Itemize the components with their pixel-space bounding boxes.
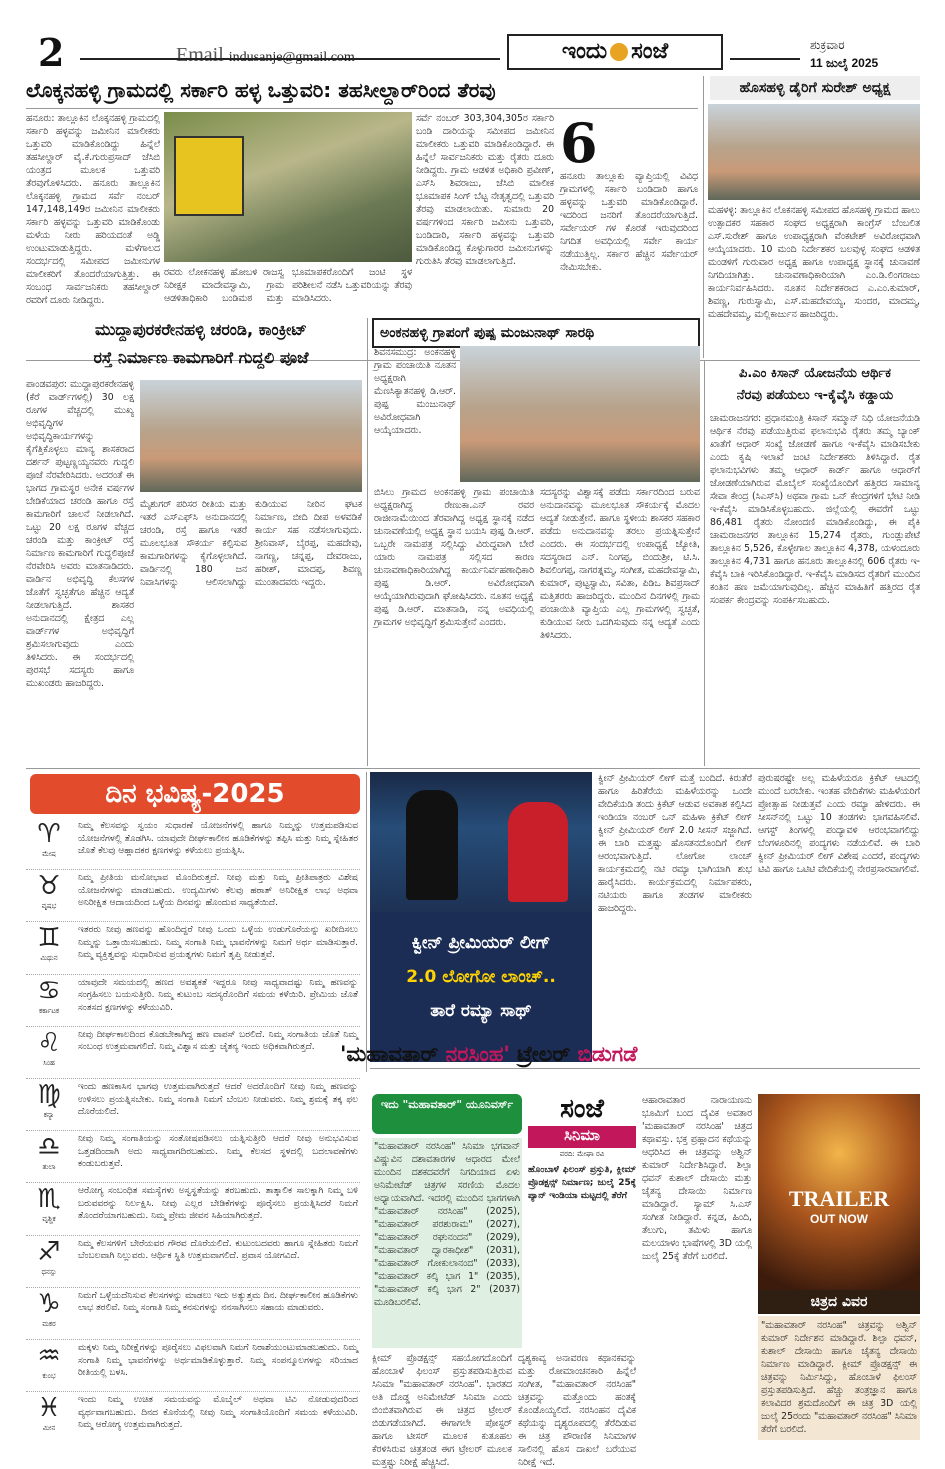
story3-col2: ಮೈಶುಗರ್ ಪರಿಸರ ರೀತಿಯ ಮತ್ತು ಇತರೆ ಎಸ್‌ಎಫ್‌ಸಿ ಅನುದಾನದಲ್ಲಿ ಚರಂಡಿ, ರಸ್ತೆ ಹಾಗೂ ಇತರೆ ಮೂಲಭೂತ ಸೌಕರ್ಯ ಕಲ್ಪಿಸುವ ಕಾಮಗಾರಿಗಳನ್ನು ಕೈಗೊಳ್ಳಲಾಗಿದೆ. ವಾರ್ಡಿನಲ್ಲಿ 180 ಜನ ನಿವಾಸಿಗಳನ್ನು ಆಲಿಸಲಾಗಿದ್ದು ಕುಡಿಯುವ ನೀರಿನ ಘಟಕ ನಿರ್ಮಾಣ, ಬೀದಿ ದೀಪ ಅಳವಡಿಕೆ ಕಾರ್ಯ ಸಹ ನಡೆಸಲಾಗುವುದು. ಶ್ರೀನಿವಾಸ್, ಬೈರಪ್ಪ, ಮಹದೇವು, ನಾಗಣ್ಣ, ಚನ್ನಪ್ಪ, ದೇವರಾಜು, ಹರೀಶ್, ಮಾದಪ್ಪ, ಶಿವಣ್ಣ ಮುಂತಾದವರು ಇದ್ದರು. [140,499,362,588]
poster-title: TRAILER [788,1186,890,1211]
horoscope-row [26,1340,360,1394]
row-divider [26,921,360,922]
zodiac-text: ನೀವು ದೀರ್ಘಕಾಲದಿಂದ ಕೊಡಬೇಕಾಗಿದ್ದ ಹಣ ವಾಪಸ್ ಬರಲಿದೆ. ನಿಮ್ಮ ಸಂಗಾತಿಯ ಜೊತೆ ನಿಮ್ಮ ಸಂಬಂಧ ಉತ್ತಮವಾಗಲಿದೆ. ನಿಮ್ಮ ವಿಶ್ವಾಸ ಮತ್ತು ಚೈತನ್ಯ ಇಂದು ಅಧಿಕವಾಗಿರುತ್ತದೆ. [78,1029,358,1053]
horoscope-row [26,1027,360,1081]
person-shape [508,802,568,902]
film-col2: ಪುರುಷರಷ್ಟೇ ಅಲ್ಲ ಮಹಿಳೆಯರೂ ಕ್ರಿಕೆಟ್ ಆಟದಲ್ಲಿ ಮುಂದೆ ಬರಬೇಕು. ಇಂತಹ ವೇದಿಕೆಗಳು ಮಹಿಳೆಯರಿಗೆ ಪ್ರೋತ್ಸಾಹ ನೀಡುತ್ತವೆ ಎಂದು ರಮ್ಯಾ ಹೇಳಿದರು. ಈ ಸೀಸನ್‌ನಲ್ಲಿ ಒಟ್ಟು 10 ತಂಡಗಳು ಭಾಗವಹಿಸಲಿವೆ. ಆಗಸ್ಟ್ ತಿಂಗಳಲ್ಲಿ ಪಂದ್ಯಾವಳಿ ಆರಂಭವಾಗಲಿದ್ದು ಬೆಂಗಳೂರಿನಲ್ಲಿ ಪಂದ್ಯಗಳು ನಡೆಯಲಿವೆ. ಈ ಬಾರಿ ಕ್ವೀನ್ ಪ್ರೀಮಿಯರ್ ಲೀಗ್ ವಿಶೇಷ ಎಂದರೆ, ಪಂದ್ಯಗಳು ಟಿವಿ ಹಾಗೂ ಒಟಿಟಿ ವೇದಿಕೆಯಲ್ಲಿ ನೇರಪ್ರಸಾರವಾಗಲಿವೆ. [758,773,920,875]
row-divider [26,1130,360,1131]
zodiac-glyph: ♍ [37,1080,61,1110]
email-label: Email [176,44,224,66]
story4-col1: ಬಿಸಿಲು ಗ್ರಾಮದ ಅಂಕನಹಳ್ಳಿ ಗ್ರಾಮ ಪಂಚಾಯಿತಿ ಅಧ್ಯಕ್ಷರಾಗಿದ್ದ ರೇಣುಕಾ.ಎನ್ ರವರ ರಾಜೀನಾಮೆಯಿಂದ ತೆರವಾಗಿದ್ದ ಅಧ್ಯಕ್ಷ ಸ್ಥಾನಕ್ಕೆ ನಡೆದ ಚುನಾವಣೆಯಲ್ಲಿ ಅಧ್ಯಕ್ಷ ಸ್ಥಾನ ಬಯಸಿ ಪುಷ್ಪ ಡಿ.ಆರ್. ಒಬ್ಬರೇ ನಾಮಪತ್ರ ಸಲ್ಲಿಸಿದ್ದು ವಿರುದ್ಧವಾಗಿ ಬೇರೆ ಯಾರು ನಾಮಪತ್ರ ಸಲ್ಲಿಸದ ಕಾರಣ ಚುನಾವಣಾಧಿಕಾರಿಯಾಗಿದ್ದ ಕಾರ್ಯನಿರ್ವಹಣಾಧಿಕಾರಿ ಪುಷ್ಪ ಡಿ.ಆರ್. ಅವಿರೋಧವಾಗಿ ಆಯ್ಕೆಯಾಗಿರುವುದಾಗಿ ಘೋಷಿಸಿದರು. ನೂತನ ಅಧ್ಯಕ್ಷೆ ಪುಷ್ಪ ಡಿ.ಆರ್. ಮಾತನಾಡಿ, ನನ್ನ ಅವಧಿಯಲ್ಲಿ ಗ್ರಾಮಗಳ ಅಭಿವೃದ್ಧಿಗೆ ಶ್ರಮಿಸುತ್ತೇನೆ ಎಂದರು. [374,487,534,628]
zodiac-text: ಆರೋಗ್ಯ ಸಂಬಂಧಿತ ಸಮಸ್ಯೆಗಳು ಅಸ್ವಸ್ಥತೆಯನ್ನು ತರಬಹುದು. ತಾತ್ಕಾಲಿಕ ಸಾಲಕ್ಕಾಗಿ ನಿಮ್ಮ ಬಳಿ ಬರುವವರನ್ನು ನಿರ್ಲಕ್ಷಿಸಿ. ನೀವು ಎಲ್ಲರ ಬೇಡಿಕೆಗಳನ್ನು ಪೂರೈಸಲು ಪ್ರಯತ್ನಿಸಿದರೆ ನಿಮಗೆ ತೊಂದರೆಯಾಗಬಹುದು. ನಿಮ್ಮ ಪ್ರೇಮ ಜೀವನ ಸಿಹಿಯಾಗಿರುತ್ತದೆ. [78,1186,358,1222]
zodiac-text: ನಿಮ್ಮ ಕೆಲಸಗಳಿಗೆ ಬೇರೆಯವರ ಗೌರವ ದೊರೆಯಲಿದೆ. ಕುಟುಂಬದವರು ಹಾಗೂ ಸ್ನೇಹಿತರು ನಿಮಗೆ ಬೆಂಬಲವಾಗಿ ನಿಲ್ಲುವರು. ಆರ್ಥಿಕ ಸ್ಥಿತಿ ಉತ್ತಮವಾಗಲಿದೆ. ಪ್ರವಾಸ ಯೋಗವಿದೆ. [78,1238,358,1262]
divider [26,768,920,769]
poster-sub: OUT NOW [810,1212,868,1226]
zodiac-name: ಧನಸ್ಸು [41,1267,57,1276]
person-shape [406,790,458,900]
divider [703,76,704,358]
story3-headline-1: ಮುದ್ದಾಪುರಕರೇನಹಳ್ಳಿ ಚರಂಡಿ, ಕಾಂಕ್ರೀಟ್ [94,320,307,339]
story5-headline-2: ನೆರವು ಪಡೆಯಲು ಇ-ಕೈವೈಸಿ ಕಡ್ಡಾಯ [736,388,894,403]
zodiac-icon [26,1027,72,1079]
zodiac-icon [26,922,72,974]
horoscope-title: ದಿನ ಭವಿಷ್ಯ-2025 [30,774,360,814]
row-divider [26,1287,360,1288]
zodiac-glyph: ♈ [37,819,61,849]
zodiac-glyph: ♊ [37,923,61,954]
zodiac-icon [26,818,72,870]
divider [26,108,698,109]
page-number: 2 [38,30,65,75]
story1-col4: ಹನೂರು ತಾಲ್ಲೂಕು ವ್ಯಾಪ್ತಿಯಲ್ಲಿ ವಿವಿಧ ಗ್ರಾಮಗಳಲ್ಲಿ ಸರ್ಕಾರಿ ಬಂಡಿದಾರಿ ಹಾಗೂ ಹಳ್ಳವನ್ನು ಒತ್ತುವರಿ ಮಾಡಿಕೊಂಡಿದ್ದಾರೆ. ಇದರಿಂದ ಜನರಿಗೆ ತೊಂದರೆಯಾಗುತ್ತಿದೆ. ಸರ್ವೇಯರ್ ಗಳ ಕೊರತೆ ಇರುವುದರಿಂದ ನಿಗದಿತ ಅವಧಿಯಲ್ಲಿ ಸರ್ವೇ ಕಾರ್ಯ ನಡೆಯುತ್ತಿಲ್ಲ. ಸರ್ಕಾರ ಹೆಚ್ಚಿನ ಸರ್ವೇಯರ್ ನೇಮಿಸಬೇಕು. [560,171,698,273]
row-divider [26,1182,360,1183]
column-credit: ವರದಿ: ಮೇಘಾ ರವಿ [559,1150,605,1158]
story6-col3: ಆಹಾರಾವತಾರ ನಾರಾಯಣನು ಭೂಮಿಗೆ ಬಂದ ದೈವಿಕ ಅವತಾರ 'ಮಹಾವತಾರ್ ನರಸಿಂಹ' ಚಿತ್ರದ ಕಥಾವಸ್ತು. ಭಕ್ತ ಪ್ರಹ್ಲಾದನ ಕಥೆಯನ್ನು ಆಧರಿಸಿದ ಈ ಚಿತ್ರವನ್ನು ಅಶ್ವಿನ್ ಕುಮಾರ್ ನಿರ್ದೇಶಿಸಿದ್ದಾರೆ. ಶಿಲ್ಪಾ ಧವನ್ ಕುಶಾಲ್ ದೇಸಾಯಿ ಮತ್ತು ಚೈತನ್ಯ ದೇಸಾಯಿ ನಿರ್ಮಾಣ ಮಾಡಿದ್ದಾರೆ. ಸ್ಯಾಮ್ ಸಿ.ಎಸ್ ಸಂಗೀತ ನೀಡಿದ್ದಾರೆ. ಕನ್ನಡ, ಹಿಂದಿ, ತೆಲುಗು, ತಮಿಳು ಹಾಗೂ ಮಲಯಾಳಂ ಭಾಷೆಗಳಲ್ಲಿ 3D ಯಲ್ಲಿ ಜುಲೈ 25ಕ್ಕೆ ತೆರೆಗೆ ಬರಲಿದೆ. [642,1095,752,1262]
masthead-right: ಸಂಜೆ [631,39,669,64]
green-box-text: "ಮಹಾವತಾರ್ ನರಸಿಂಹ" ಸಿನಿಮಾ ಭಗವಾನ್ ವಿಷ್ಣುವಿನ ದಶಾವತಾರಗಳ ಆಧಾರದ ಮೇಲೆ ಮುಂದಿನ ದಶಕದವರೆಗೆ ನಿಗದಿಯಾದ ಏಳು ಅನಿಮೇಟೆಡ್ ಚಿತ್ರಗಳ ಸರಣಿಯ ಮೊದಲ ಅಧ್ಯಾಯವಾಗಿದೆ. ಇದರಲ್ಲಿ ಮುಂದಿನ ಭಾಗಗಳಾಗಿ "ಮಹಾವತಾರ್ ನರಸಿಂಹ" (2025), "ಮಹಾವತಾರ್ ಪರಶುರಾಮ" (2027), "ಮಹಾವತಾರ್ ರಘುನಂದನ" (2029), "ಮಹಾವತಾರ್ ದ್ವಾರಕಾಧೀಶ" (2031), "ಮಹಾವತಾರ್ ಗೋಕುಲಾನಂದ" (2033), "ಮಹಾವತಾರ್ ಕಲ್ಕಿ ಭಾಗ 1" (2035), "ಮಹಾವತಾರ್ ಕಲ್ಕಿ ಭಾಗ 2" (2037) ಮೂಡಿಬರಲಿವೆ. [372,1138,522,1348]
weekday: ಶುಕ್ರವಾರ [810,38,845,52]
header-rule-right [730,58,800,60]
zodiac-name: ಮಿಥುನ [40,954,58,963]
sun-icon [610,43,628,61]
horoscope-row [26,1183,360,1237]
email-line [176,44,355,67]
story1-quote-top [600,112,698,162]
zodiac-icon [26,870,72,922]
story6-headline-4: ಬಿಡುಗಡೆ [577,1042,638,1066]
story6-headline-1: 'ಮಹಾವತಾರ್ [340,1042,439,1066]
horoscope-row [26,818,360,872]
zodiac-icon [26,1183,72,1235]
film-banner [370,912,592,1062]
zodiac-icon [26,1131,72,1183]
story1-col2: ರವರು ಲೋಕನಹಳ್ಳಿ ಹೋಬಳಿ ರಾಜಸ್ವ ನಿರೀಕ್ಷಕ ಮಾದೇವಸ್ವಾಮಿ, ಗ್ರಾಮ ಆಡಳಿತಾಧಿಕಾರಿ ಬಂಡಿಮಠ ಮತ್ತು ಭೂಮಾಪಕರೊಂದಿಗೆ ಜಂಟಿ ಸ್ಥಳ ಪರಿಶೀಲನೆ ನಡೆಸಿ ಒತ್ತುವರಿಯನ್ನು ತೆರವು ಮಾಡಿಸಿದರು. [164,267,412,304]
header-rule [80,58,500,60]
zodiac-text: ಇತರರು ನೀವು ಹಣವನ್ನು ಹೊಂದಿದ್ದರೆ ನೀವು ಒಂದು ಒಳ್ಳೆಯ ಉಡುಗೊರೆಯನ್ನು ಖರೀದಿಸಲು ನಿಮ್ಮನ್ನು ಒತ್ತಾಯಿಸಬಹುದು. ನಿಮ್ಮ ಸಂಗಾತಿ ನಿಮ್ಮ ಭಾವನೆಗಳನ್ನು ನಿಮಗೆ ಅರ್ಥ ಮಾಡಿಸುತ್ತಾರೆ. ನಿಮ್ಮ ವ್ಯಕ್ತಿತ್ವವನ್ನು ಸುಧಾರಿಸುವ ಪ್ರಯತ್ನಗಳು ನಿಮಗೆ ತೃಪ್ತಿ ನೀಡುತ್ತವೆ. [78,925,358,961]
zodiac-name: ತುಲಾ [42,1163,56,1172]
film-col1: ಕ್ವೀನ್ ಪ್ರೀಮಿಯರ್ ಲೀಗ್ ಮತ್ತೆ ಬಂದಿದೆ. ಕಿರುತೆರೆ ಹಾಗೂ ಹಿರಿತೆರೆಯ ಮಹಿಳೆಯರನ್ನು ಒಂದೇ ವೇದಿಕೆಯಡಿ ತಂದು ಕ್ರಿಕೆಟ್ ಆಡುವ ಅವಕಾಶ ಕಲ್ಪಿಸಿದ ಇಂಡಿಯಾ ನಂಬರ್ ಒನ್ ಮಹಿಳಾ ಕ್ರಿಕೆಟ್ ಲೀಗ್ ಕ್ವೀನ್ ಪ್ರೀಮಿಯರ್ ಲೀಗ್ 2.0 ಸೀಸನ್ ಸಜ್ಜಾಗಿದೆ. ಈ ಬಾರಿ ಮತ್ತಷ್ಟು ಹೊಸತನದೊಂದಿಗೆ ಲೀಗ್ ಆರಂಭವಾಗುತ್ತಿದೆ. ಲೋಗೋ ಲಾಂಚ್ ಕಾರ್ಯಕ್ರಮದಲ್ಲಿ ನಟಿ ರಮ್ಯಾ ಭಾಗಿಯಾಗಿ ಶುಭ ಹಾರೈಸಿದರು. ಕಾರ್ಯಕ್ರಮದಲ್ಲಿ ನಿರ್ಮಾಪಕರು, ನಟಿಯರು ಹಾಗೂ ತಂಡಗಳ ಮಾಲೀಕರು ಹಾಜರಿದ್ದರು. [598,773,752,914]
zodiac-glyph: ♓ [37,1393,61,1424]
story2-headline: ಹೊಸಹಳ್ಳಿ ಡೈರಿಗೆ ಸುರೇಶ್ ಅಧ್ಯಕ್ಷ [710,76,920,100]
story6-headline-2: ನರಸಿಂಹ' [445,1042,510,1066]
horoscope-row [26,1392,360,1446]
zodiac-text: ನಿಮಗೆ ಒಳ್ಳೆಯದೆನಿಸುವ ಕೆಲಸಗಳನ್ನು ಮಾಡಲು ಇದು ಅತ್ಯುತ್ತಮ ದಿನ. ದೀರ್ಘಕಾಲೀನ ಹೂಡಿಕೆಗಳು ಲಾಭ ತರಲಿವೆ. ನಿಮ್ಮ ಸಂಗಾತಿ ನಿಮ್ಮ ಕನಸುಗಳನ್ನು ನನಸಾಗಿಸಲು ಸಹಾಯ ಮಾಡುವರು. [78,1290,358,1314]
zodiac-text: ನೀವು ನಿಮ್ಮ ಸಂಗಾತಿಯನ್ನು ಸಂತೋಷಪಡಿಸಲು ಯತ್ನಿಸುತ್ತೀರಿ ಆದರೆ ನೀವು ಅನುಭವಿಸುವ ಒತ್ತಡದಿಂದಾಗಿ ಅದು ಸಾಧ್ಯವಾಗದಿರಬಹುದು. ನಿಮ್ಮ ಕೆಲಸದ ಸ್ಥಳದಲ್ಲಿ ಬದಲಾವಣೆಗಳು ಕಂಡುಬರುತ್ತವೆ. [78,1134,358,1170]
story3-photo [140,380,362,492]
horoscope-row [26,1079,360,1133]
story1-col3: ಸರ್ವೆ ನಂಬರ್ 303,304,305ರ ಸರ್ಕಾರಿ ಬಂಡಿ ದಾರಿಯನ್ನು ಸಮೀಪದ ಜಮೀನಿನ ಮಾಲೀಕರು ಒತ್ತುವರಿ ಮಾಡಿಕೊಂಡಿದ್ದಾರೆ. ಈ ಹಿನ್ನೆಲೆ ಸಾರ್ವಜನಿಕರು ಮತ್ತು ರೈತರು ದೂರು ನೀಡಿದ್ದರು. ಗ್ರಾಮ ಆಡಳಿತ ಅಧಿಕಾರಿ ಪ್ರವೀಣ್, ಎಸ್‌ಸಿ ಶಿವರಾಜು, ಜೆಸಿಬಿ ಮಾಲೀಕ ಭೂಮಾಪಕ ಸಿಂಗ್ ಬೆಟ್ಟ ನೇತೃತ್ವದಲ್ಲಿ ಒತ್ತುವರಿ ತೆರವು ಮಾಡಲಾಯಿತು. ಸುಮಾರು 20 ವರ್ಷಗಳಿಂದ ಸರ್ಕಾರಿ ಜಮೀನು ಒತ್ತುವರಿ, ಬಂಡಿದಾರಿ, ಸರ್ಕಾರಿ ಹಳ್ಳವನ್ನು ಒತ್ತುವರಿ ಮಾಡಿಕೊಂಡಿದ್ದ ಕೊಳ್ಳುಗಾರರ ಜಮೀನುಗಳನ್ನು ಗುರುತಿಸಿ ತೆರವು ಮಾಡಲಾಗುತ್ತಿದೆ. [416,113,554,267]
zodiac-glyph: ♉ [37,871,61,902]
zodiac-icon [26,975,72,1027]
story5-text: ಚಾಮರಾಜನಗರ: ಪ್ರಧಾನಮಂತ್ರಿ ಕಿಸಾನ್ ಸಮ್ಮಾನ್ ನಿಧಿ ಯೋಜನೆಯಡಿ ಆರ್ಥಿಕ ನೆರವು ಪಡೆಯುತ್ತಿರುವ ಫಲಾನುಭವಿ ರೈತರು ತಮ್ಮ ಬ್ಯಾಂಕ್ ಖಾತೆಗೆ ಆಧಾರ್ ಸಂಖ್ಯೆ ಜೋಡಣೆ ಹಾಗೂ ಇ-ಕೆವೈಸಿ ಮಾಡಿಸಬೇಕು ಎಂದು ಕೃಷಿ ಇಲಾಖೆ ಜಂಟಿ ನಿರ್ದೇಶಕರು ತಿಳಿಸಿದ್ದಾರೆ. ರೈತ ಫಲಾನುಭವಿಗಳು ತಮ್ಮ ಆಧಾರ್ ಕಾರ್ಡ್ ಹಾಗೂ ಆಧಾರ್‌ಗೆ ಜೋಡಣೆಯಾಗಿರುವ ಮೊಬೈಲ್ ಸಂಖ್ಯೆಯೊಂದಿಗೆ ಹತ್ತಿರದ ಸಾಮಾನ್ಯ ಸೇವಾ ಕೇಂದ್ರ (ಸಿಎಸ್‌ಸಿ) ಅಥವಾ ಗ್ರಾಮ ಒನ್ ಕೇಂದ್ರಗಳಿಗೆ ಭೇಟಿ ನೀಡಿ ಇ-ಕೆವೈಸಿ ಮಾಡಿಸಿಕೊಳ್ಳಬಹುದು. ಜಿಲ್ಲೆಯಲ್ಲಿ ಈವರೆಗೆ ಒಟ್ಟು 86,481 ರೈತರು ನೋಂದಣಿ ಮಾಡಿಕೊಂಡಿದ್ದು, ಈ ಪೈಕಿ ಚಾಮರಾಜನಗರ ತಾಲ್ಲೂಕಿನ 15,274 ರೈತರು, ಗುಂಡ್ಲುಪೇಟೆ ತಾಲ್ಲೂಕಿನ 5,526, ಕೊಳ್ಳೇಗಾಲ ತಾಲ್ಲೂಕಿನ 4,378, ಯಳಂದೂರು ತಾಲ್ಲೂಕಿನ 4,731 ಹಾಗೂ ಹನೂರು ತಾಲ್ಲೂಕಿನಲ್ಲಿ 606 ರೈತರು ಇ-ಕೆವೈಸಿ ಬಾಕಿ ಇರಿಸಿಕೊಂಡಿದ್ದಾರೆ. ಇ-ಕೆವೈಸಿ ಮಾಡಿಸದ ರೈತರಿಗೆ ಮುಂದಿನ ಕಂತಿನ ಹಣ ಜಮೆಯಾಗುವುದಿಲ್ಲ. ಹೆಚ್ಚಿನ ಮಾಹಿತಿಗೆ ಹತ್ತಿರದ ರೈತ ಸಂಪರ್ಕ ಕೇಂದ್ರವನ್ನು ಸಂಪರ್ಕಿಸಬಹುದು. [710,413,920,606]
poster-caption: ಚಿತ್ರದ ವಿವರ [758,1290,920,1314]
horoscope-row [26,922,360,976]
row-divider [26,974,360,975]
banner-line-1: ಕ್ವೀನ್ ಪ್ರೀಮಿಯರ್ ಲೀಗ್ [411,933,551,953]
story1-photo [164,112,412,262]
story4-headline: ಅಂಕನಹಳ್ಳಿ ಗ್ರಾಪಂಗೆ ಪುಷ್ಪ ಮಂಜುನಾಥ್ ಸಾರಥಿ [372,318,700,348]
film-photo [370,772,592,912]
story6-col2: ದೃಶ್ಯಕಾವ್ಯ ಅನಾವರಣ ಕಥಾನಕವನ್ನು ಮತ್ತು ರೋಮಾಂಚನಕಾರಿ ಹಿನ್ನೆಲೆ ಸಂಗೀತ, "ಮಹಾವತಾರ್ ನರಸಿಂಹ" ಚಿತ್ರವನ್ನು ಮತ್ತೊಂದು ಹಂತಕ್ಕೆ ಕೊಂಡೊಯ್ಯಲಿದೆ. ನರಸಿಂಹನ ದೈವಿಕ ಕಥೆಯನ್ನು ದೃಶ್ಯರೂಪದಲ್ಲಿ ತೆರೆದಿಡುವ ಈ ಚಿತ್ರ ಪೌರಾಣಿಕ ಸಿನಿಮಾಗಳ ಸಾಲಿನಲ್ಲಿ ಹೊಸ ದಾಖಲೆ ಬರೆಯುವ ನಿರೀಕ್ಷೆ ಇದೆ. [518,1353,636,1468]
horoscope-row [26,1288,360,1342]
horoscope-row [26,1236,360,1290]
zodiac-glyph: ♐ [37,1236,61,1267]
masthead [507,34,723,70]
zodiac-glyph: ♎ [37,1132,61,1163]
zodiac-icon [26,1236,72,1288]
zodiac-name: ಕರ್ಕಾಟಕ [38,1006,60,1015]
zodiac-icon [26,1079,72,1131]
masthead-left: ಇಂದು [561,39,608,64]
zodiac-text: ಇಂದು ಹಣಕಾಸಿನ ಭಾಗವು ಉತ್ತಮವಾಗಿರುತ್ತದೆ ಆದರೆ ಅದರೊಂದಿಗೆ ನೀವು ನಿಮ್ಮ ಹಣವನ್ನು ಉಳಿಸಲು ಪ್ರಯತ್ನಿಸಬೇಕು. ನಿಮ್ಮ ಸಂಗಾತಿ ನಿಮಗೆ ಬೆಂಬಲ ನೀಡುವರು. ನಿಮ್ಮ ಶ್ರಮಕ್ಕೆ ತಕ್ಕ ಫಲ ದೊರೆಯಲಿದೆ. [78,1082,358,1117]
story4-photo [460,346,700,482]
cinema-label: ಸಿನಿಮಾ [528,1126,636,1148]
story1-headline: ಲೊಕ್ಕನಹಳ್ಳಿ ಗ್ರಾಮದಲ್ಲಿ ಸರ್ಕಾರಿ ಹಳ್ಳ ಒತ್ತುವರಿ: ತಹಸೀಲ್ದಾರ್‌ರಿಂದ ತೆರವು [26,78,496,102]
zodiac-text: ಯಾವುದೇ ಸಮಯದಲ್ಲಿ ಹಣದ ಅವಶ್ಯಕತೆ ಇದ್ದರೂ ನೀವು ಸಾಧ್ಯವಾದಷ್ಟು ನಿಮ್ಮ ಹಣವನ್ನು ಸಂಗ್ರಹಿಸಲು ಬಯಸುತ್ತೀರಿ. ನಿಮ್ಮ ಕುಟುಂಬ ಸದಸ್ಯರೊಂದಿಗೆ ಸಮಯ ಕಳೆಯಿರಿ. ಪ್ರೇಮಿಯ ಜೊತೆ ಸಂತಸದ ಕ್ಷಣಗಳನ್ನು ಕಳೆಯುವಿರಿ. [78,977,358,1013]
row-divider [26,1235,360,1236]
zodiac-glyph: ♋ [37,975,61,1006]
horoscope-row [26,975,360,1029]
story2-text: ಮಹಳಳ್ಳಿ: ತಾಲ್ಲೂಕಿನ ಲೊಕನಹಳ್ಳಿ ಸಮೀಪದ ಹೊಸಹಳ್ಳಿ ಗ್ರಾಮದ ಹಾಲು ಉತ್ಪಾದಕರ ಸಹಕಾರ ಸಂಘದ ಅಧ್ಯಕ್ಷರಾಗಿ ಕಾಂಗ್ರೆಸ್ ಬೆಂಬಲಿತ ಎಸ್.ಸುರೇಶ್ ಹಾಗೂ ಉಪಾಧ್ಯಕ್ಷರಾಗಿ ವೆಂಕಟೇಶ್ ಅವಿರೋಧವಾಗಿ ಆಯ್ಕೆಯಾದರು. 10 ಮಂದಿ ನಿರ್ದೇಶಕರ ಬಲವುಳ್ಳ ಸಂಘದ ಆಡಳಿತ ಮಂಡಳಿಗೆ ಗುರುವಾರ ಅಧ್ಯಕ್ಷ ಹಾಗೂ ಉಪಾಧ್ಯಕ್ಷ ಸ್ಥಾನಕ್ಕೆ ಚುನಾವಣೆ ನಿಗದಿಯಾಗಿತ್ತು. ಚುನಾವಣಾಧಿಕಾರಿಯಾಗಿ ಎಂ.ಡಿ.ಲಿಂಗರಾಜು ಕಾರ್ಯನಿರ್ವಹಿಸಿದರು. ನೂತನ ನಿರ್ದೇಶಕರಾದ ಎ.ಎಂ.ಕುಮಾರ್, ಶಿವಣ್ಣ, ಗುರುಸ್ವಾಮಿ, ಎಸ್.ಮಹದೇವಯ್ಯ, ಸುಂದರ, ಮಾದಮ್ಮ, ಮಹದೇವಮ್ಮ, ಮಲ್ಲಿಕಾರ್ಜುನ ಹಾಜರಿದ್ದರು. [708,205,920,320]
divider [367,318,368,766]
zodiac-name: ಕನ್ಯಾ [43,1111,55,1119]
zodiac-glyph: ♏ [37,1184,61,1215]
excavator-shape [174,136,244,216]
divider [370,1068,920,1069]
banner-line-2: 2.0 ಲೋಗೋ ಲಾಂಚ್.. [406,967,556,987]
zodiac-text: ನಿಮ್ಮ ಕೆಲಸವನ್ನು ಸ್ವಯಂ ಸುಧಾರಣೆ ಯೋಜನೆಗಳಲ್ಲಿ ಹಾಗೂ ನಿಮ್ಮನ್ನು ಉತ್ತಮಪಡಿಸುವ ಯೋಜನೆಗಳಲ್ಲಿ ತೊಡಗಿಸಿ. ಯಾವುದೇ ದೀರ್ಘಕಾಲೀನ ಹೂಡಿಕೆಗಳನ್ನು ತಪ್ಪಿಸಿ ಮತ್ತು ನಿಮ್ಮ ಸ್ನೇಹಿತರ ಜೊತೆ ಕೆಲವು ಆಹ್ಲಾದಕರ ಕ್ಷಣಗಳನ್ನು ಕಳೆಯಲು ಪ್ರಯತ್ನಿಸಿ. [78,821,358,856]
issue-date [810,36,920,72]
row-divider [26,869,360,870]
zodiac-name: ಮೀನ [42,1424,56,1433]
story2-photo [708,104,920,200]
zodiac-glyph: ♒ [37,1341,61,1371]
banner-line-3: ತಾರೆ ರಮ್ಯಾ ಸಾಥ್ [430,1001,532,1021]
row-divider [26,1026,360,1027]
story3-col1: ಪಾಂಡವಪುರ: ಮುದ್ದಾಪುರಕರೇನಹಳ್ಳಿ (ಕೆರೆ ವಾರ್ಡ್‌ಗಳಲ್ಲಿ) 30 ಲಕ್ಷ ರೂಗಳ ವೆಚ್ಚದಲ್ಲಿ ಮುಖ್ಯ ಅಭಿವೃದ್ಧಿಗಳ ಅಭಿವೃದ್ಧಿಕಾರ್ಯಗಳನ್ನು ಕೈಗೆತ್ತಿಕೊಳ್ಳಲು ಮಾನ್ಯ ಶಾಸಕರಾದ ದರ್ಶನ್ ಪುಟ್ಟಣ್ಣಯ್ಯನವರು ಗುದ್ದಲಿ ಪೂಜೆ ನೆರವೇರಿಸಿದರು. ಅದರಂತೆ ಈ ಭಾಗದ ಗ್ರಾಮಸ್ಥರ ಅನೇಕ ವರ್ಷಗಳ ಬೇಡಿಕೆಯಾದ ಚರಂಡಿ ಹಾಗೂ ರಸ್ತೆ ಕಾಮಗಾರಿಗೆ ಚಾಲನೆ ನೀಡಲಾಗಿದೆ. ಒಟ್ಟು 20 ಲಕ್ಷ ರೂಗಳ ವೆಚ್ಚದ ಚರಂಡಿ ಮತ್ತು ಕಾಂಕ್ರೀಟ್ ರಸ್ತೆ ನಿರ್ಮಾಣ ಕಾಮಗಾರಿಗೆ ಗುದ್ದಲಿಪೂಜೆ ನೆರವೇರಿಸಿ ಅವರು ಮಾತನಾಡಿದರು. ವಾರ್ಡಿನ ಅಭಿವೃದ್ಧಿ ಕೆಲಸಗಳ ಜೊತೆಗೆ ಸ್ವಚ್ಛತೆಗೂ ಹೆಚ್ಚಿನ ಆದ್ಯತೆ ನೀಡಲಾಗುತ್ತಿದೆ. ಶಾಸಕರ ಅನುದಾನದಲ್ಲಿ ಕ್ಷೇತ್ರದ ಎಲ್ಲ ವಾರ್ಡ್‌ಗಳ ಅಭಿವೃದ್ಧಿಗೆ ಶ್ರಮಿಸಲಾಗುವುದು ಎಂದು ತಿಳಿಸಿದರು. ಈ ಸಂದರ್ಭದಲ್ಲಿ ಪುರಸಭೆ ಸದಸ್ಯರು ಹಾಗೂ ಮುಖಂಡರು ಹಾಜರಿದ್ದರು. [26,379,134,689]
zodiac-name: ಮಕರ [42,1319,56,1328]
email-address[interactable]: indusanje@gmail.com [228,50,355,65]
story3-headline-2: ರಸ್ತೆ ನಿರ್ಮಾಣ ಕಾಮಗಾರಿಗೆ ಗುದ್ದಲಿ ಪೂಜೆ [93,348,309,367]
divider [366,772,367,1072]
date: 11 ಜುಲೈ 2025 [810,56,879,70]
zodiac-icon [26,1288,72,1340]
zodiac-glyph: ♑ [37,1288,61,1319]
divider [704,360,705,766]
zodiac-name: ವೃಶ್ಚಿಕ [42,1215,56,1224]
row-divider [26,1339,360,1340]
zodiac-name: ಕುಂಭ [42,1372,56,1380]
story6-headline-3: ಟ್ರೇಲರ್ [517,1042,571,1066]
zodiac-name: ವೃಷಭ [41,902,57,911]
poster-text: "ಮಹಾವತಾರ್ ನರಸಿಂಹ" ಚಿತ್ರವನ್ನು ಅಶ್ವಿನ್ ಕುಮಾರ್ ನಿರ್ದೇಶನ ಮಾಡಿದ್ದಾರೆ. ಶಿಲ್ಪಾ ಧವನ್, ಕುಶಾಲ್ ದೇಸಾಯಿ ಹಾಗೂ ಚೈತನ್ಯ ದೇಸಾಯಿ ನಿರ್ಮಾಣ ಮಾಡಿದ್ದಾರೆ. ಕ್ಲೀಮ್ ಪ್ರೊಡಕ್ಷನ್ಸ್ ಈ ಚಿತ್ರವನ್ನು ನಿರ್ಮಿಸಿದ್ದು, ಹೊಂಬಾಳೆ ಫಿಲಂಸ್ ಪ್ರಸ್ತುತಪಡಿಸುತ್ತಿದೆ. ಹೆಚ್ಚು ತಂತ್ರಜ್ಞಾನ ಹಾಗೂ ಕಲಾವಿದರ ಶ್ರಮದೊಂದಿಗೆ ಈ ಚಿತ್ರ 3D ಯಲ್ಲಿ ಜುಲೈ 25ರಂದು "ಮಹಾವತಾರ್ ನರಸಿಂಹ" ಸಿನಿಮಾ ತೆರೆಗೆ ಬರಲಿದೆ. [758,1316,920,1440]
zodiac-text: ಇಂದು ನಿಮ್ಮ ಉಚಿತ ಸಮಯವನ್ನು ಮೊಬೈಲ್ ಅಥವಾ ಟಿವಿ ನೋಡುವುದರಿಂದ ವ್ಯರ್ಥವಾಗಬಹುದು. ದಿನದ ಕೊನೆಯಲ್ಲಿ ನೀವು ನಿಮ್ಮ ಸಂಗಾತಿಯೊಂದಿಗೆ ಸಮಯ ಕಳೆಯುವಿರಿ. ನಿಮ್ಮ ಆರೋಗ್ಯ ಉತ್ತಮವಾಗಿರುತ್ತದೆ. [78,1395,358,1431]
quote-mark: 6 [560,111,598,175]
sanje-label: ಸಂಜೆ [560,1094,604,1124]
row-divider [26,1078,360,1079]
zodiac-text: ಮಕ್ಕಳು ನಿಮ್ಮ ನಿರೀಕ್ಷೆಗಳನ್ನು ಪೂರೈಸಲು ವಿಫಲವಾಗಿ ನಿಮಗೆ ನಿರಾಶೆಯುಂಟುಮಾಡಬಹುದು. ನಿಮ್ಮ ಸಂಗಾತಿ ನಿಮ್ಮ ಭಾವನೆಗಳನ್ನು ಅರ್ಥಮಾಡಿಕೊಳ್ಳುತ್ತಾರೆ. ನಿಮ್ಮ ಸಂಪನ್ಮೂಲಗಳನ್ನು ಸರಿಯಾದ ರೀತಿಯಲ್ಲಿ ಬಳಸಿ. [78,1343,358,1378]
movie-poster [758,1094,920,1290]
story6-headline [340,1042,920,1067]
story4-intro: ಶಿವನಸಮುದ್ರ: ಅಂಕನಹಳ್ಳಿ ಗ್ರಾಮ ಪಂಚಾಯಿತಿ ನೂತನ ಅಧ್ಯಕ್ಷರಾಗಿ ಮೆಣಸಿಕ್ಯಾತನಹಳ್ಳಿ ಡಿ.ಆರ್. ಪುಷ್ಪ ಮಂಜುನಾಥ್ ಅವಿರೋಧವಾಗಿ ಆಯ್ಕೆಯಾದರು. [374,347,456,436]
story5-headline-1: ಪಿ.ಎಂ ಕಿಸಾನ್ ಯೋಜನೆಯ ಆರ್ಥಿಕ [738,366,891,381]
zodiac-name: ಮೇಷ [42,850,56,858]
horoscope-row [26,1131,360,1185]
zodiac-text: ನಿಮ್ಮ ಪ್ರೀತಿಯ ಮನೋಭಾವ ಮೊಂದಿರುತ್ತದೆ. ನೀವು ಮತ್ತು ನಿಮ್ಮ ಪ್ರೀತಿಪಾತ್ರರು ವಿಶೇಷ ಯೋಜನೆಗಳನ್ನು ಮಾಡಬಹುದು. ಉದ್ಯಮಿಗಳು ಕೆಲವು ಹಠಾತ್ ಅನಿರೀಕ್ಷಿತ ಲಾಭ ಅಥವಾ ಅನಿರೀಕ್ಷಿತ ಆದಾಯದಿಂದ ಒಳ್ಳೆಯ ದಿನವನ್ನು ಹೊಂದುವ ಸಾಧ್ಯತೆಯಿದೆ. [78,873,358,909]
green-box-title: ಇದು "ಮಹಾವತಾರ್" ಯೂನಿವರ್ಸ್ [372,1094,522,1134]
zodiac-icon [26,1392,72,1444]
story4-col2: ಸದಸ್ಯರನ್ನು ವಿಶ್ವಾಸಕ್ಕೆ ಪಡೆದು ಸರ್ಕಾರದಿಂದ ಬರುವ ಅನುದಾನವನ್ನು ಮೂಲಭೂತ ಸೌಕರ್ಯಕ್ಕೆ ಮೊದಲ ಆದ್ಯತೆ ನೀಡುತ್ತೇನೆ. ಹಾಗೂ ಸ್ಥಳೀಯ ಶಾಸಕರ ಸಹಕಾರ ಪಡೆದು ಅನುದಾನವನ್ನು ತರಲು ಪ್ರಯತ್ನಿಸುತ್ತೇನೆ ಎಂದರು. ಈ ಸಂದರ್ಭದಲ್ಲಿ ಉಪಾಧ್ಯಕ್ಷೆ ಜ್ಯೋತಿ, ಸದಸ್ಯರಾದ ಎನ್. ನಿಂಗಪ್ಪ, ಬಿಂದುಶ್ರೀ, ಟಿ.ಸಿ. ಶಿವಲಿಂಗಪ್ಪ, ನಾಗರತ್ನಮ್ಮ, ಸಂಗೀತ, ಮಹದೇವಸ್ವಾಮಿ, ಕುಮಾರ್, ಪುಟ್ಟಸ್ವಾಮಿ, ಸವಿತಾ, ಪಿಡಿಒ ಶಿವಪ್ರಸಾದ್ ಮತ್ತಿತರರು ಹಾಜರಿದ್ದರು. ಮುಂದಿನ ದಿನಗಳಲ್ಲಿ ಗ್ರಾಮ ಪಂಚಾಯಿತಿ ವ್ಯಾಪ್ತಿಯ ಎಲ್ಲ ಗ್ರಾಮಗಳಲ್ಲಿ ಸ್ವಚ್ಛತೆ, ಕುಡಿಯುವ ನೀರು ಒದಗಿಸುವುದು ನನ್ನ ಆದ್ಯತೆ ಎಂದು ತಿಳಿಸಿದರು. [540,487,700,641]
row-divider [26,1391,360,1392]
zodiac-icon [26,1340,72,1392]
zodiac-name: ಸಿಂಹ [43,1058,55,1067]
horoscope-row [26,870,360,924]
film-credits: ಹೊಂಬಾಳೆ ಫಿಲಂಸ್ ಪ್ರಸ್ತುತಿ, ಕ್ಲೀಮ್ ಪ್ರೊಡಕ್ಷನ್ಸ್ ನಿರ್ಮಾಣ; ಜುಲೈ 25ಕ್ಕೆ ಪ್ಯಾನ್ ಇಂಡಿಯಾ ಮಟ್ಟದಲ್ಲಿ ತೆರೆಗೆ [528,1165,636,1201]
story1-col1: ಹನೂರು: ತಾಲ್ಲೂಕಿನ ಲೊಕ್ಕನಹಳ್ಳಿ ಗ್ರಾಮದಲ್ಲಿ ಸರ್ಕಾರಿ ಹಳ್ಳವನ್ನು ಜಮೀನಿನ ಮಾಲೀಕರು ಒತ್ತುವರಿ ಮಾಡಿಕೊಂಡಿದ್ದು ಹಿನ್ನೆಲೆ ತಹಸೀಲ್ದಾರ್ ವೈ.ಕೆ.ಗುರುಪ್ರಸಾದ್ ಜೆಸಿಬಿ ಯಂತ್ರದ ಮೂಲಕ ಒತ್ತುವರಿ ತೆರವುಗೊಳಿಸಿದರು. ಹನೂರು ತಾಲ್ಲೂಕಿನ ಲೊಕ್ಕನಹಳ್ಳಿ ಗ್ರಾಮದ ಸರ್ವೆ ನಂಬರ್ 147,148,149ರ ಜಮೀನಿನ ಮಾಲೀಕರು ಸರ್ಕಾರಿ ಹಳ್ಳವನ್ನು ಒತ್ತುವರಿ ಮಾಡಿಕೊಂಡು ಮಳೆಯ ನೀರು ಹರಿಯದಂತೆ ಅಡ್ಡಿ ಉಂಟುಮಾಡುತ್ತಿದ್ದರು. ಮಳೆಗಾಲದ ಸಂದರ್ಭದಲ್ಲಿ ಸಮೀಪದ ಜಮೀನುಗಳ ಮಾಲೀಕರಿಗೆ ತೊಂದರೆಯಾಗುತ್ತಿತ್ತು. ಈ ಸಂಬಂಧ ಸಾರ್ವಜನಿಕರು ತಹಸೀಲ್ದಾರ್ ರವರಿಗೆ ದೂರು ನೀಡಿದ್ದರು. [26,113,160,306]
story6-col1: ಕ್ಲೀಮ್ ಪ್ರೊಡಕ್ಷನ್ಸ್ ಸಹಯೋಗದೊಂದಿಗೆ ಹೊಂಬಾಳೆ ಫಿಲಂಸ್ ಪ್ರಸ್ತುತಪಡಿಸುತ್ತಿರುವ ಸಿನಿಮಾ "ಮಹಾವತಾರ್ ನರಸಿಂಹ". ಭಾರತದ ಅತಿ ದೊಡ್ಡ ಅನಿಮೇಟೆಡ್ ಸಿನಿಮಾ ಎಂದು ಬಿಂಬಿತವಾಗಿರುವ ಈ ಚಿತ್ರದ ಟ್ರೇಲರ್ ಬಿಡುಗಡೆಯಾಗಿದೆ. ಈಗಾಗಲೇ ಪೋಸ್ಟರ್ ಹಾಗೂ ಟೀಸರ್ ಮೂಲಕ ಕುತೂಹಲ ಕೆರಳಿಸಿರುವ ಚಿತ್ರತಂಡ ಈಗ ಟ್ರೇಲರ್ ಮೂಲಕ ಮತ್ತಷ್ಟು ನಿರೀಕ್ಷೆ ಹೆಚ್ಚಿಸಿದೆ. [372,1353,512,1468]
zodiac-glyph: ♌ [37,1027,61,1058]
